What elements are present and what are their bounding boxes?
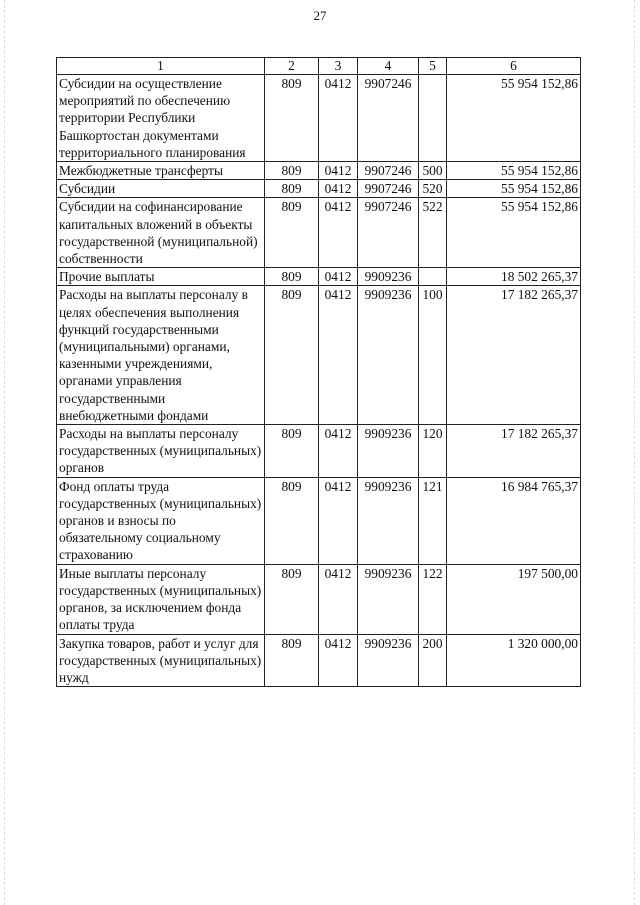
row-section-code: 0412 — [319, 75, 358, 162]
row-section-code: 0412 — [319, 634, 358, 687]
row-expense-type: 122 — [419, 564, 447, 634]
row-ministry-code: 809 — [265, 564, 319, 634]
row-section-code: 0412 — [319, 162, 358, 180]
row-target-code: 9909236 — [358, 286, 419, 425]
table-row — [57, 180, 581, 198]
row-name: Субсидии на осуществление мероприятий по обеспечению территории Республики Башкортостан документами территориального планирования — [57, 75, 265, 162]
row-ministry-code: 809 — [265, 198, 319, 268]
table-row — [57, 75, 581, 162]
header-col-1: 1 — [57, 58, 265, 75]
row-name: Закупка товаров, работ и услуг для государственных (муниципальных) нужд — [57, 634, 265, 687]
row-expense-type: 120 — [419, 425, 447, 478]
row-amount: 55 954 152,86 — [447, 180, 581, 198]
table-row — [57, 425, 581, 478]
row-name: Межбюджетные трансферты — [57, 162, 265, 180]
row-expense-type: 522 — [419, 198, 447, 268]
row-amount: 197 500,00 — [447, 564, 581, 634]
row-ministry-code: 809 — [265, 477, 319, 564]
row-target-code: 9907246 — [358, 75, 419, 162]
row-expense-type: 121 — [419, 477, 447, 564]
row-target-code: 9909236 — [358, 564, 419, 634]
row-expense-type — [419, 268, 447, 286]
row-expense-type: 520 — [419, 180, 447, 198]
row-name: Субсидии — [57, 180, 265, 198]
table-row — [57, 634, 581, 687]
table-row — [57, 477, 581, 564]
row-name: Прочие выплаты — [57, 268, 265, 286]
row-ministry-code: 809 — [265, 162, 319, 180]
row-amount: 55 954 152,86 — [447, 162, 581, 180]
row-ministry-code: 809 — [265, 634, 319, 687]
row-target-code: 9907246 — [358, 180, 419, 198]
header-row — [57, 58, 581, 75]
row-target-code: 9909236 — [358, 268, 419, 286]
row-ministry-code: 809 — [265, 425, 319, 478]
header-col-3: 3 — [319, 58, 358, 75]
row-expense-type — [419, 75, 447, 162]
header-col-4: 4 — [358, 58, 419, 75]
row-section-code: 0412 — [319, 180, 358, 198]
row-amount: 55 954 152,86 — [447, 75, 581, 162]
table-row — [57, 286, 581, 425]
row-section-code: 0412 — [319, 198, 358, 268]
row-ministry-code: 809 — [265, 286, 319, 425]
row-target-code: 9907246 — [358, 198, 419, 268]
row-target-code: 9907246 — [358, 162, 419, 180]
row-section-code: 0412 — [319, 477, 358, 564]
table-row — [57, 162, 581, 180]
row-target-code: 9909236 — [358, 425, 419, 478]
row-section-code: 0412 — [319, 425, 358, 478]
row-section-code: 0412 — [319, 268, 358, 286]
row-amount: 17 182 265,37 — [447, 425, 581, 478]
row-expense-type: 200 — [419, 634, 447, 687]
row-ministry-code: 809 — [265, 180, 319, 198]
row-section-code: 0412 — [319, 286, 358, 425]
row-target-code: 9909236 — [358, 634, 419, 687]
row-target-code: 9909236 — [358, 477, 419, 564]
row-name: Фонд оплаты труда государственных (муниципальных) органов и взносы по обязательному социальному страхованию — [57, 477, 265, 564]
row-amount: 55 954 152,86 — [447, 198, 581, 268]
budget-table — [56, 57, 581, 687]
row-ministry-code: 809 — [265, 268, 319, 286]
row-name: Субсидии на софинансирование капитальных вложений в объекты государственной (муниципальной) собственности — [57, 198, 265, 268]
scan-edge-left — [4, 0, 6, 905]
row-name: Иные выплаты персоналу государственных (муниципальных) органов, за исключением фонда оплаты труда — [57, 564, 265, 634]
row-name: Расходы на выплаты персоналу в целях обеспечения выполнения функций государственными (муниципальными) органами, казенными учреждениями, органами управления государственными внебюджетными фондами — [57, 286, 265, 425]
row-amount: 1 320 000,00 — [447, 634, 581, 687]
row-expense-type: 100 — [419, 286, 447, 425]
header-col-2: 2 — [265, 58, 319, 75]
table-row — [57, 564, 581, 634]
page-number: 27 — [313, 8, 327, 23]
row-amount: 18 502 265,37 — [447, 268, 581, 286]
row-amount: 16 984 765,37 — [447, 477, 581, 564]
row-name: Расходы на выплаты персоналу государственных (муниципальных) органов — [57, 425, 265, 478]
row-ministry-code: 809 — [265, 75, 319, 162]
row-amount: 17 182 265,37 — [447, 286, 581, 425]
row-section-code: 0412 — [319, 564, 358, 634]
header-col-5: 5 — [419, 58, 447, 75]
header-col-6: 6 — [447, 58, 581, 75]
table-row — [57, 268, 581, 286]
scan-edge-right — [634, 0, 636, 905]
row-expense-type: 500 — [419, 162, 447, 180]
table-row — [57, 198, 581, 268]
